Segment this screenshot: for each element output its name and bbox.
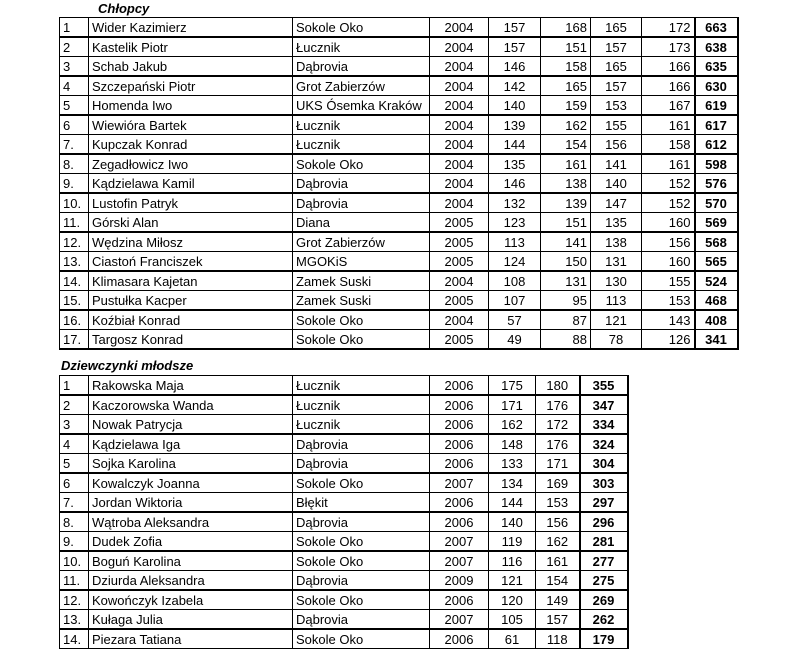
table-row (60, 271, 738, 291)
table-cell: 161 (536, 551, 580, 571)
table-cell: Rakowska Maja (89, 376, 293, 396)
table-cell: 7. (60, 135, 89, 155)
table-cell: 154 (536, 571, 580, 591)
table-cell: Dąbrovia (293, 57, 430, 77)
table-row (60, 135, 738, 155)
table-row (60, 512, 628, 532)
table-cell: 2007 (430, 551, 489, 571)
table-cell: 140 (591, 174, 642, 194)
table-cell: Sokole Oko (293, 310, 430, 330)
table-row (60, 310, 738, 330)
table-cell: 10. (60, 551, 89, 571)
table-cell: 161 (541, 154, 591, 174)
table-cell: 617 (695, 115, 738, 135)
table-cell: 11. (60, 571, 89, 591)
table-cell: Targosz Konrad (89, 330, 293, 350)
table-cell: 179 (580, 629, 628, 649)
table-cell: 144 (489, 135, 541, 155)
table-cell: Sokole Oko (293, 18, 430, 38)
table-cell: 2004 (430, 271, 489, 291)
table-cell: 78 (591, 330, 642, 350)
table-cell: 156 (642, 232, 695, 252)
table-cell: Boguń Karolina (89, 551, 293, 571)
table-cell: Łucznik (293, 115, 430, 135)
table-cell: 568 (695, 232, 738, 252)
table-cell: 157 (591, 37, 642, 57)
table-cell: 165 (591, 18, 642, 38)
table-cell: 15. (60, 291, 89, 311)
table-row (60, 76, 738, 96)
table-cell: 113 (489, 232, 541, 252)
table-cell: 121 (591, 310, 642, 330)
table-row (60, 115, 738, 135)
table-cell: 341 (695, 330, 738, 350)
table-cell: 168 (541, 18, 591, 38)
table-cell: 123 (489, 213, 541, 233)
table-cell: 57 (489, 310, 541, 330)
table-cell: 153 (591, 96, 642, 116)
table-cell: 152 (642, 193, 695, 213)
table-cell: 638 (695, 37, 738, 57)
table-cell: Klimasara Kajetan (89, 271, 293, 291)
table-cell: 133 (489, 454, 536, 474)
table-cell: Dąbrovia (293, 571, 430, 591)
table-cell: 281 (580, 532, 628, 552)
table-cell: Lustofin Patryk (89, 193, 293, 213)
table-cell: 160 (642, 252, 695, 272)
table-cell: 408 (695, 310, 738, 330)
section-title-boys: Chłopcy (98, 1, 150, 16)
table-cell: 157 (536, 610, 580, 630)
table-cell: 156 (591, 135, 642, 155)
table-cell: Dąbrovia (293, 174, 430, 194)
table-cell: 159 (541, 96, 591, 116)
table-cell: 105 (489, 610, 536, 630)
table-cell: 2006 (430, 629, 489, 649)
table-cell: 131 (541, 271, 591, 291)
table-cell: 2004 (430, 115, 489, 135)
table-cell: 2007 (430, 473, 489, 493)
table-cell: 1 (60, 18, 89, 38)
table-cell: 150 (541, 252, 591, 272)
table-cell: 2006 (430, 590, 489, 610)
table-row (60, 330, 738, 350)
table-row (60, 395, 628, 415)
table-cell: Szczepański Piotr (89, 76, 293, 96)
table-cell: Dąbrovia (293, 193, 430, 213)
table-cell: 1 (60, 376, 89, 396)
table-cell: 146 (489, 57, 541, 77)
table-cell: 262 (580, 610, 628, 630)
table-cell: 139 (541, 193, 591, 213)
table-cell: 173 (642, 37, 695, 57)
table-row (60, 590, 628, 610)
table-cell: 172 (642, 18, 695, 38)
table-cell: 175 (489, 376, 536, 396)
table-cell: Wider Kazimierz (89, 18, 293, 38)
table-cell: Łucznik (293, 395, 430, 415)
table-cell: Schab Jakub (89, 57, 293, 77)
table-cell: Kowończyk Izabela (89, 590, 293, 610)
table-cell: 612 (695, 135, 738, 155)
table-row (60, 551, 628, 571)
table-cell: 6 (60, 473, 89, 493)
table-cell: 113 (591, 291, 642, 311)
table-cell: Wędzina Miłosz (89, 232, 293, 252)
table-cell: 140 (489, 96, 541, 116)
table-cell: 2005 (430, 232, 489, 252)
table-cell: 2006 (430, 395, 489, 415)
table-cell: Łucznik (293, 37, 430, 57)
table-cell: 468 (695, 291, 738, 311)
table-cell: 135 (489, 154, 541, 174)
table-cell: Dziurda Aleksandra (89, 571, 293, 591)
table-cell: 143 (642, 310, 695, 330)
table-cell: 8. (60, 512, 89, 532)
table-cell: 135 (591, 213, 642, 233)
table-cell: 151 (541, 37, 591, 57)
table-cell: 2007 (430, 532, 489, 552)
table-cell: 2006 (430, 454, 489, 474)
table-cell: 13. (60, 252, 89, 272)
table-cell: 269 (580, 590, 628, 610)
table-cell: 154 (541, 135, 591, 155)
table-row (60, 291, 738, 311)
table-cell: 131 (591, 252, 642, 272)
table-cell: 116 (489, 551, 536, 571)
table-cell: 171 (536, 454, 580, 474)
table-cell: 162 (541, 115, 591, 135)
table-cell: 2004 (430, 154, 489, 174)
table-cell: 167 (642, 96, 695, 116)
table-cell: 355 (580, 376, 628, 396)
table-cell: 569 (695, 213, 738, 233)
table-cell: Kastelik Piotr (89, 37, 293, 57)
table-cell: 5 (60, 96, 89, 116)
table-cell: 124 (489, 252, 541, 272)
table-cell: 142 (489, 76, 541, 96)
table-cell: 108 (489, 271, 541, 291)
table-cell: 2004 (430, 18, 489, 38)
table-cell: Górski Alan (89, 213, 293, 233)
table-cell: 162 (489, 415, 536, 435)
table-cell: 2006 (430, 376, 489, 396)
table-row (60, 37, 738, 57)
table-row (60, 252, 738, 272)
table-cell: 160 (642, 213, 695, 233)
table-cell: 17. (60, 330, 89, 350)
table-cell: Kowalczyk Joanna (89, 473, 293, 493)
table-cell: 156 (536, 512, 580, 532)
table-cell: 176 (536, 395, 580, 415)
table-cell: 8. (60, 154, 89, 174)
table-cell: Dudek Zofia (89, 532, 293, 552)
table-cell: 165 (591, 57, 642, 77)
table-cell: 176 (536, 434, 580, 454)
table-cell: 140 (489, 512, 536, 532)
table-cell: Sokole Oko (293, 154, 430, 174)
table-cell: 2006 (430, 434, 489, 454)
table-cell: 126 (642, 330, 695, 350)
table-cell: 275 (580, 571, 628, 591)
table-row (60, 213, 738, 233)
table-cell: Kaczorowska Wanda (89, 395, 293, 415)
table-cell: 138 (541, 174, 591, 194)
table-row (60, 571, 628, 591)
table-cell: Sokole Oko (293, 590, 430, 610)
table-cell: 13. (60, 610, 89, 630)
table-cell: Kądzielawa Iga (89, 434, 293, 454)
table-cell: 119 (489, 532, 536, 552)
table-cell: 663 (695, 18, 738, 38)
table-cell: Dąbrovia (293, 512, 430, 532)
table-cell: Łucznik (293, 135, 430, 155)
table-cell: 619 (695, 96, 738, 116)
table-row (60, 193, 738, 213)
table-cell: 2004 (430, 37, 489, 57)
table-cell: 157 (591, 76, 642, 96)
table-cell: 2004 (430, 76, 489, 96)
table-cell: 151 (541, 213, 591, 233)
table-cell: 141 (541, 232, 591, 252)
table-cell: Wiewióra Bartek (89, 115, 293, 135)
table-cell: 2004 (430, 96, 489, 116)
table-cell: Nowak Patrycja (89, 415, 293, 435)
table-cell: Wątroba Aleksandra (89, 512, 293, 532)
table-cell: 146 (489, 174, 541, 194)
table-cell: Zamek Suski (293, 291, 430, 311)
table-cell: 2005 (430, 330, 489, 350)
table-cell: Sokole Oko (293, 551, 430, 571)
table-cell: Błękit (293, 493, 430, 513)
table-cell: Ciastoń Franciszek (89, 252, 293, 272)
table-cell: 7. (60, 493, 89, 513)
table-cell: 149 (536, 590, 580, 610)
results-table-boys (59, 17, 739, 350)
table-row (60, 376, 628, 396)
table-cell: 134 (489, 473, 536, 493)
table-cell: 180 (536, 376, 580, 396)
table-cell: 2007 (430, 610, 489, 630)
table-cell: 324 (580, 434, 628, 454)
table-cell: 153 (536, 493, 580, 513)
table-cell: 9. (60, 174, 89, 194)
table-cell: 132 (489, 193, 541, 213)
table-cell: 2006 (430, 512, 489, 532)
table-cell: 141 (591, 154, 642, 174)
table-cell: 172 (536, 415, 580, 435)
table-cell: 161 (642, 154, 695, 174)
table-cell: 2009 (430, 571, 489, 591)
table-cell: Sokole Oko (293, 330, 430, 350)
table-cell: Jordan Wiktoria (89, 493, 293, 513)
table-row (60, 493, 628, 513)
table-cell: 3 (60, 415, 89, 435)
table-cell: Zamek Suski (293, 271, 430, 291)
table-cell: Piezara Tatiana (89, 629, 293, 649)
table-cell: 277 (580, 551, 628, 571)
table-cell: 334 (580, 415, 628, 435)
table-row (60, 57, 738, 77)
table-cell: Kułaga Julia (89, 610, 293, 630)
table-cell: 166 (642, 57, 695, 77)
table-cell: 4 (60, 434, 89, 454)
table-cell: 14. (60, 629, 89, 649)
table-cell: 148 (489, 434, 536, 454)
table-cell: 166 (642, 76, 695, 96)
table-row (60, 154, 738, 174)
table-cell: 158 (642, 135, 695, 155)
table-cell: 107 (489, 291, 541, 311)
table-cell: Sojka Karolina (89, 454, 293, 474)
table-cell: Dąbrovia (293, 610, 430, 630)
table-cell: 138 (591, 232, 642, 252)
table-cell: 635 (695, 57, 738, 77)
table-cell: Diana (293, 213, 430, 233)
table-cell: 12. (60, 590, 89, 610)
table-cell: 169 (536, 473, 580, 493)
table-cell: UKS Ósemka Kraków (293, 96, 430, 116)
table-cell: 2 (60, 37, 89, 57)
table-cell: 3 (60, 57, 89, 77)
table-cell: Łucznik (293, 415, 430, 435)
table-cell: 152 (642, 174, 695, 194)
table-row (60, 473, 628, 493)
table-cell: Dąbrovia (293, 454, 430, 474)
table-cell: 598 (695, 154, 738, 174)
table-cell: 147 (591, 193, 642, 213)
table-cell: 4 (60, 76, 89, 96)
table-cell: 139 (489, 115, 541, 135)
table-cell: 565 (695, 252, 738, 272)
table-cell: Homenda Iwo (89, 96, 293, 116)
table-cell: Kupczak Konrad (89, 135, 293, 155)
table-cell: 6 (60, 115, 89, 135)
table-cell: 130 (591, 271, 642, 291)
table-cell: 2 (60, 395, 89, 415)
table-cell: Grot Zabierzów (293, 76, 430, 96)
table-cell: 121 (489, 571, 536, 591)
table-cell: Sokole Oko (293, 629, 430, 649)
table-cell: 155 (642, 271, 695, 291)
results-table-girls (59, 375, 629, 649)
table-cell: 2006 (430, 493, 489, 513)
table-cell: 630 (695, 76, 738, 96)
table-cell: 303 (580, 473, 628, 493)
table-cell: MGOKiS (293, 252, 430, 272)
table-cell: Zegadłowicz Iwo (89, 154, 293, 174)
table-cell: 11. (60, 213, 89, 233)
table-cell: 570 (695, 193, 738, 213)
table-row (60, 434, 628, 454)
table-cell: 2004 (430, 57, 489, 77)
table-row (60, 96, 738, 116)
section-title-girls: Dziewczynki młodsze (61, 358, 194, 373)
table-row (60, 629, 628, 649)
table-cell: Kądzielawa Kamil (89, 174, 293, 194)
table-cell: Grot Zabierzów (293, 232, 430, 252)
table-cell: 296 (580, 512, 628, 532)
table-cell: 2005 (430, 291, 489, 311)
table-cell: 171 (489, 395, 536, 415)
table-cell: 87 (541, 310, 591, 330)
table-cell: 49 (489, 330, 541, 350)
table-cell: 297 (580, 493, 628, 513)
table-cell: 2005 (430, 252, 489, 272)
table-row (60, 174, 738, 194)
table-cell: 16. (60, 310, 89, 330)
table-cell: 2004 (430, 174, 489, 194)
table-cell: 304 (580, 454, 628, 474)
table-cell: 165 (541, 76, 591, 96)
table-cell: 12. (60, 232, 89, 252)
table-cell: Sokole Oko (293, 532, 430, 552)
table-cell: 14. (60, 271, 89, 291)
table-cell: 157 (489, 37, 541, 57)
table-row (60, 232, 738, 252)
table-cell: 2006 (430, 415, 489, 435)
table-cell: 61 (489, 629, 536, 649)
table-cell: 9. (60, 532, 89, 552)
table-row (60, 532, 628, 552)
table-row (60, 610, 628, 630)
table-cell: 2004 (430, 193, 489, 213)
table-cell: 2004 (430, 135, 489, 155)
table-cell: 347 (580, 395, 628, 415)
table-cell: 144 (489, 493, 536, 513)
table-cell: 5 (60, 454, 89, 474)
table-cell: 576 (695, 174, 738, 194)
table-cell: Łucznik (293, 376, 430, 396)
table-cell: 157 (489, 18, 541, 38)
table-cell: 2004 (430, 310, 489, 330)
table-cell: Koźbiał Konrad (89, 310, 293, 330)
table-row (60, 415, 628, 435)
table-row (60, 18, 738, 38)
table-cell: 88 (541, 330, 591, 350)
table-cell: 158 (541, 57, 591, 77)
table-cell: 2005 (430, 213, 489, 233)
table-cell: Dąbrovia (293, 434, 430, 454)
table-cell: 10. (60, 193, 89, 213)
table-cell: 153 (642, 291, 695, 311)
table-cell: 95 (541, 291, 591, 311)
table-cell: Sokole Oko (293, 473, 430, 493)
table-cell: 120 (489, 590, 536, 610)
table-cell: 118 (536, 629, 580, 649)
table-cell: Pustułka Kacper (89, 291, 293, 311)
table-cell: 162 (536, 532, 580, 552)
table-cell: 155 (591, 115, 642, 135)
table-cell: 161 (642, 115, 695, 135)
table-cell: 524 (695, 271, 738, 291)
table-row (60, 454, 628, 474)
